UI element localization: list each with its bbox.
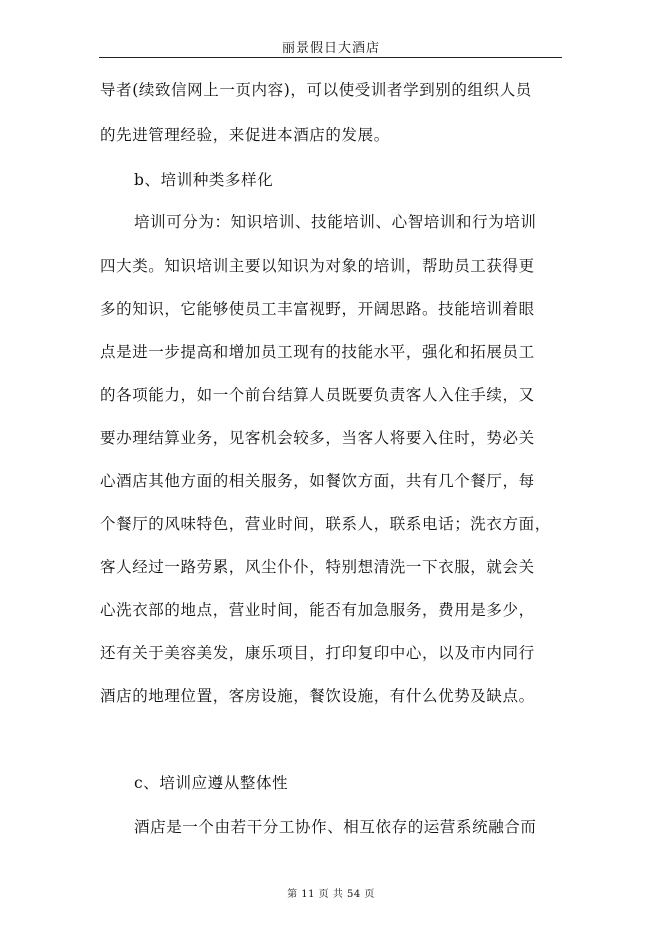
page-header-title: 丽景假日大酒店: [281, 41, 380, 56]
body-line: 点是进一步提高和增加员工现有的技能水平，强化和拓展员工: [100, 343, 535, 361]
body-line: 培训可分为：知识培训、技能培训、心智培训和行为培训: [134, 213, 537, 231]
page-footer-number: 第 11 页 共 54 页: [287, 889, 375, 900]
body-line: 心酒店其他方面的相关服务，如餐饮方面，共有几个餐厅，每: [100, 472, 535, 490]
body-line: 个餐厅的风味特色，营业时间，联系人，联系电话；洗衣方面，: [100, 515, 551, 533]
body-line: 客人经过一路劳累，风尘仆仆，特别想清洗一下衣服，就会关: [100, 558, 535, 576]
body-line: 导者(续致信网上一页内容)，可以使受训者学到别的组织人员: [100, 81, 532, 99]
body-line: 要办理结算业务，见客机会较多，当客人将要入住时，势必关: [100, 429, 535, 447]
body-line: 还有关于美容美发，康乐项目，打印复印中心，以及市内同行: [100, 644, 535, 662]
body-line: 酒店的地理位置，客房设施，餐饮设施，有什么优势及缺点。: [100, 687, 535, 705]
body-line: 酒店是一个由若干分工协作、相互依存的运营系统融合而: [134, 818, 537, 836]
body-line: 四大类。知识培训主要以知识为对象的培训，帮助员工获得更: [100, 257, 535, 275]
section-heading-c: c、培训应遵从整体性: [134, 774, 289, 792]
header-divider: [99, 57, 562, 58]
section-heading-b: b、培训种类多样化: [134, 171, 274, 189]
body-line: 的各项能力，如一个前台结算人员既要负责客人入住手续，又: [100, 386, 535, 404]
body-line: 的先进管理经验，来促进本酒店的发展。: [100, 126, 390, 144]
body-line: 心洗衣部的地点，营业时间，能否有加急服务，费用是多少，: [100, 601, 535, 619]
body-line: 多的知识，它能够使员工丰富视野，开阔思路。技能培训着眼: [100, 300, 535, 318]
